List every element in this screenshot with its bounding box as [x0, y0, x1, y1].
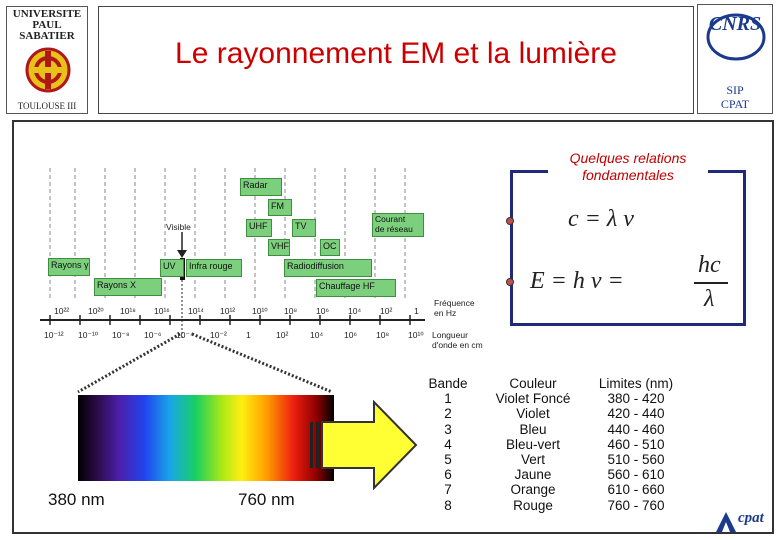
ups-logo [6, 6, 88, 114]
bande-cell: 1 [444, 391, 452, 407]
fraction-bar [694, 282, 728, 284]
band-rayons-x: Rayons X [94, 278, 162, 296]
couleur-cell: Vert [520, 452, 545, 468]
band-chauffage-hf: Chauffage HF [316, 279, 396, 297]
freq-tick: 10¹⁴ [188, 306, 204, 316]
freq-tick: 1 [414, 306, 419, 316]
spectrum-label-760: 760 nm [238, 490, 295, 509]
bande-cell: 2 [444, 406, 452, 422]
bande-cell: 4 [444, 436, 452, 452]
bande-cell: 8 [444, 497, 452, 513]
visible-label: Visible [166, 222, 191, 232]
formula-photon-energy: E = h ν = [530, 268, 624, 294]
freq-tick: 10⁴ [348, 306, 362, 316]
formula-light-speed: c = λ ν [568, 206, 634, 232]
limites-cell: 510 - 560 [607, 452, 665, 468]
band-infrarouge: Infra rouge [186, 259, 242, 277]
freq-tick: 10²² [54, 306, 70, 316]
bullet-icon [506, 278, 514, 286]
band-fm: FM [268, 199, 292, 216]
band-rayons-gamma: Rayons γ [48, 258, 90, 276]
wavelength-tick: 10⁻¹⁰ [78, 330, 99, 340]
couleur-cell: Bleu-vert [505, 436, 561, 452]
limites-header: Limites (nm) [598, 376, 674, 391]
relations-title: Quelques relations fondamentales [548, 150, 708, 184]
ups-emblem-icon [25, 47, 71, 93]
band-oc: OC [320, 239, 340, 256]
limites-cell: 560 - 610 [607, 467, 665, 483]
limites-cell: 460 - 510 [607, 436, 665, 452]
bande-cell: 5 [444, 452, 452, 468]
bande-column [424, 376, 472, 516]
formula-denominator: λ [704, 286, 715, 312]
title-box [98, 6, 694, 114]
cnrs-logo-text: CNRS [708, 13, 762, 35]
limites-cell: 610 - 660 [607, 482, 665, 498]
freq-axis-label: Fréquence en Hz [434, 298, 475, 318]
freq-tick: 10¹⁶ [154, 306, 170, 316]
couleur-cell: Jaune [514, 467, 552, 483]
freq-tick: 10⁸ [284, 306, 298, 316]
wavelength-tick: 10⁻¹² [44, 330, 64, 340]
bande-cell: 6 [444, 467, 452, 483]
wavelength-tick: 10⁻⁶ [144, 330, 162, 340]
wavelength-axis-label: Longueur d'onde en cm [432, 330, 483, 350]
limites-cell: 420 - 440 [607, 406, 665, 422]
formula-numerator: hc [698, 252, 721, 278]
band-uv: UV [160, 259, 184, 277]
cpat-logo-text: cpat [738, 510, 764, 526]
couleur-cell: Rouge [513, 497, 553, 513]
wavelength-tick: 10² [276, 330, 289, 340]
bande-header: Bande [428, 376, 468, 391]
wavelength-tick: 1 [246, 330, 251, 340]
wavelength-tick: 10⁻⁴ [176, 330, 194, 340]
band-courant-reseau: Courant de réseau [372, 213, 424, 237]
couleur-column [486, 376, 580, 516]
freq-tick: 10²⁰ [88, 306, 104, 316]
bande-cell: 3 [444, 421, 452, 437]
limites-cell: 760 - 760 [607, 497, 665, 513]
ups-logo-text: UNIVERSITE PAUL SABATIER [12, 8, 82, 42]
cnrs-logo [697, 4, 773, 114]
spectrum-label-380: 380 nm [48, 490, 105, 509]
couleur-cell: Orange [510, 482, 556, 498]
wavelength-tick: 10¹⁰ [408, 330, 424, 340]
couleur-header: Couleur [509, 376, 557, 391]
freq-tick: 10⁶ [316, 306, 329, 316]
band-tv: TV [292, 219, 316, 237]
wavelength-tick: 10⁴ [310, 330, 324, 340]
cpat-logo-icon [714, 510, 738, 534]
wavelength-tick: 10⁻⁸ [112, 330, 130, 340]
freq-tick: 10² [380, 306, 393, 316]
band-uhf: UHF [246, 219, 272, 237]
freq-tick: 10¹⁸ [120, 306, 136, 316]
bullet-icon [506, 217, 514, 225]
freq-tick: 10¹² [220, 306, 236, 316]
bande-cell: 7 [444, 482, 452, 498]
page-title: Le rayonnement EM et la lumière [175, 37, 617, 70]
zoom-lines [70, 330, 340, 400]
band-radar: Radar [240, 178, 282, 196]
couleur-cell: Bleu [519, 421, 547, 437]
wavelength-tick: 10⁻² [210, 330, 227, 340]
ups-logo-footer: TOULOUSE III [17, 101, 77, 111]
freq-tick: 10¹⁰ [252, 306, 268, 316]
limites-cell: 380 - 420 [607, 391, 665, 407]
band-vhf: VHF [268, 239, 290, 256]
limites-column [588, 376, 684, 516]
couleur-cell: Violet [516, 406, 550, 422]
visible-spectrum-bar [78, 395, 334, 481]
sip-cpat-caption: SIP CPAT [720, 83, 750, 111]
wavelength-tick: 10⁸ [376, 330, 390, 340]
couleur-cell: Violet Foncé [495, 391, 571, 407]
limites-cell: 440 - 460 [607, 421, 665, 437]
wavelength-tick: 10⁶ [344, 330, 357, 340]
band-radiodiffusion: Radiodiffusion [284, 259, 372, 277]
yellow-arrow-icon [308, 400, 420, 490]
